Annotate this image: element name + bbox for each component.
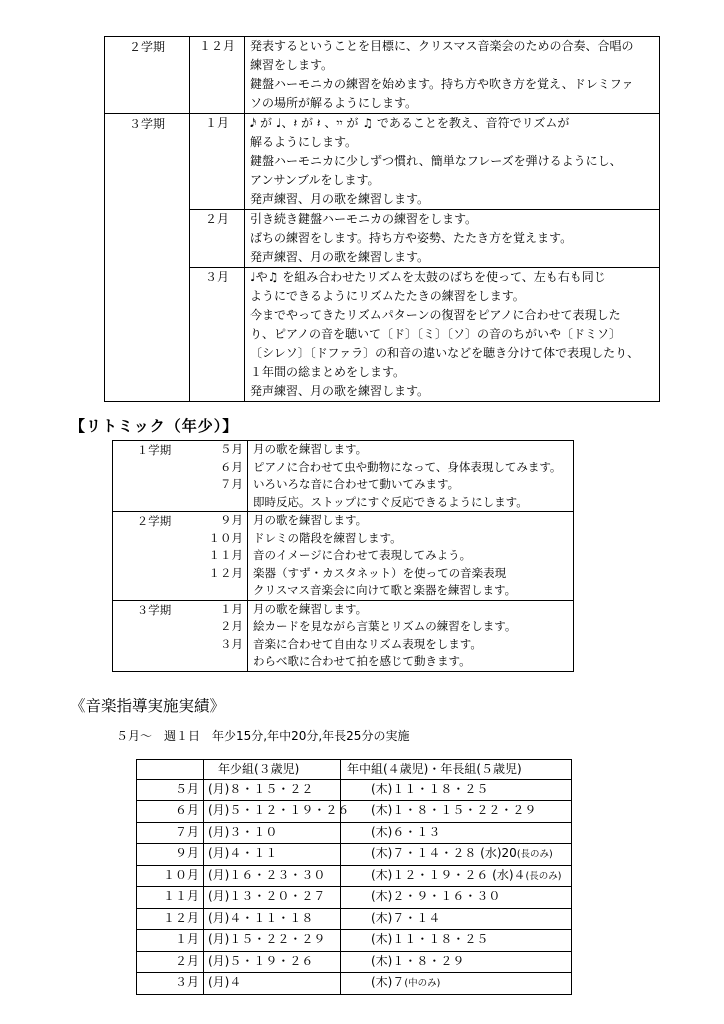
- plan-line: アンサンブルをします。: [250, 173, 380, 187]
- table-row: [137, 801, 572, 823]
- record-older: (木)１１・１８・２５: [371, 932, 489, 946]
- record-month: ２月: [137, 951, 204, 973]
- term-cell: [113, 441, 196, 512]
- table-row: [137, 865, 572, 887]
- rhythmic-content: [248, 512, 574, 601]
- rhythmic-line: 音楽に合わせて自由なリズム表現をします。: [253, 636, 482, 651]
- term-cell: [105, 37, 190, 114]
- plan-line: ♩や♫ を組み合わせたリズムを太鼓のばちを使って、左も右も同じ: [250, 270, 606, 284]
- table-row: [113, 441, 574, 512]
- rhythmic-heading: 【リトミック（年少）】: [70, 417, 239, 435]
- month-label: ６月: [220, 459, 243, 474]
- record-older-cell: [341, 973, 572, 995]
- month-label: ２月: [220, 619, 243, 633]
- rhythmic-line: 楽器（すず・カスタネット）を使っての音楽表現: [253, 565, 507, 580]
- table-row: [137, 887, 572, 909]
- rhythmic-line: 音のイメージに合わせて表現してみよう。: [253, 548, 472, 562]
- record-younger: (月)８・１５・２２: [204, 779, 341, 801]
- plan-line: １年間の総まとめをします。: [250, 365, 406, 379]
- record-month: ５月: [137, 779, 204, 801]
- month-label: １月: [204, 116, 229, 130]
- plan-line: 発声練習、月の歌を練習します。: [250, 384, 430, 398]
- record-month: ９月: [137, 844, 204, 866]
- record-older-cell: [341, 930, 572, 952]
- rhythmic-line: ドレミの階段を練習します。: [253, 530, 402, 545]
- record-note: ５月～ 週１日 年少15分,年中20分,年長25分の実施: [116, 729, 410, 743]
- record-older: (木)７・１４: [371, 910, 441, 925]
- table-header-row: [137, 760, 572, 780]
- term-cell: [105, 114, 190, 402]
- plan-line: 引き続き鍵盤ハーモニカの練習をします。: [250, 212, 478, 226]
- plan-line: 発声練習、月の歌を練習します。: [250, 192, 430, 206]
- term-label: ３学期: [136, 602, 172, 617]
- month-cell: [190, 268, 245, 402]
- month-label: ５月: [220, 442, 243, 456]
- rhythmic-content: [248, 441, 574, 512]
- record-older: (木)１１・１８・２５: [371, 781, 489, 796]
- record-older-cell: [341, 844, 572, 866]
- month-cell: [195, 441, 248, 512]
- rhythmic-line: 絵カードを見ながら言葉とリズムの練習をします。: [253, 619, 517, 633]
- record-month: ３月: [137, 973, 204, 995]
- month-cell: [190, 210, 245, 268]
- record-month: １月: [137, 930, 204, 952]
- term-cell: [113, 600, 196, 671]
- record-table: [136, 759, 572, 995]
- table-row: [105, 114, 660, 210]
- month-cell: [190, 37, 245, 114]
- rhythmic-line: 月の歌を練習します。: [253, 442, 368, 456]
- table-row: [137, 822, 572, 844]
- record-older-cell: [341, 822, 572, 844]
- record-older: (木)６・１３: [371, 824, 441, 839]
- rhythmic-content: [248, 600, 574, 671]
- plan-content: [245, 114, 660, 210]
- record-older-cell: [341, 779, 572, 801]
- month-cell: [190, 114, 245, 210]
- table-row: [137, 908, 572, 930]
- term-cell: [113, 512, 196, 601]
- plan-line: ばちの練習をします。持ち方や姿勢、たたき方を覚えます。: [250, 231, 573, 245]
- record-older-cell: [341, 951, 572, 973]
- table-row: [137, 951, 572, 973]
- record-older: (木)２・９・１６・３０: [371, 889, 501, 903]
- term-label: １学期: [136, 443, 172, 457]
- month-label: １０月: [208, 530, 243, 545]
- header-older: 年中組(４歳児)・年長組(５歳児): [341, 760, 572, 780]
- month-label: ７月: [220, 477, 243, 491]
- table-row: [137, 779, 572, 801]
- record-month: ６月: [137, 801, 204, 823]
- record-younger: (月)１６・２３・３０: [204, 865, 341, 887]
- rhythmic-table: [112, 440, 574, 672]
- month-label: [195, 653, 243, 671]
- record-younger: (月)３・１０: [204, 822, 341, 844]
- term-label: ２学期: [136, 514, 172, 528]
- record-older-cell: [341, 865, 572, 887]
- header-younger: 年少組(３歳児): [204, 760, 341, 780]
- record-older-cell: [341, 887, 572, 909]
- month-label: [195, 494, 243, 512]
- table-row: [137, 844, 572, 866]
- record-heading: 《音楽指導実施実績》: [70, 697, 226, 715]
- month-label: ３月: [220, 636, 243, 651]
- table-row: [113, 512, 574, 601]
- month-label: １２月: [198, 39, 235, 53]
- record-younger: (月)１３・２０・２７: [204, 887, 341, 909]
- rhythmic-line: 即時反応。ストップにすぐ反応できるようにします。: [253, 494, 528, 509]
- month-label: ２月: [204, 212, 229, 226]
- record-younger: (月)４: [204, 973, 341, 995]
- table-row: [137, 973, 572, 995]
- record-older-cell: [341, 801, 572, 823]
- record-younger: (月)５・１９・２６: [204, 951, 341, 973]
- table-row: [137, 930, 572, 952]
- term-label: ２学期: [128, 40, 165, 54]
- rhythmic-line: わらべ歌に合わせて拍を感じて動きます。: [253, 654, 471, 668]
- rhythmic-line: 月の歌を練習します。: [253, 513, 368, 527]
- plan-line: 鍵盤ハーモニカの練習を始めます。持ち方や吹き方を覚え、ドレミファ: [250, 77, 634, 91]
- record-month: １０月: [137, 865, 204, 887]
- record-older: (木)１２・１９・２６ (水)４: [371, 867, 526, 882]
- plan-line: ソの場所が解るようにします。: [250, 96, 418, 110]
- plan-line: ようにできるようにリズムたたきの練習をします。: [250, 289, 525, 303]
- month-label: １１月: [208, 548, 243, 562]
- term-label: ３学期: [128, 117, 165, 131]
- header-month: [137, 760, 204, 780]
- plan-line: 発声練習、月の歌を練習します。: [250, 250, 430, 264]
- record-month: １１月: [137, 887, 204, 909]
- month-label: １２月: [208, 565, 243, 580]
- record-older-note: (長のみ): [516, 849, 553, 860]
- rhythmic-line: クリスマス音楽会に向けて歌と楽器を練習します。: [253, 583, 517, 597]
- plan-line: 解るようにします。: [250, 135, 358, 149]
- record-month: ７月: [137, 822, 204, 844]
- month-cell: [195, 600, 248, 671]
- record-older: (木)７: [371, 975, 405, 989]
- plan-line: 〔シレソ〕〔ドファラ〕の和音の違いなどを聴き分けて体で表現したり、: [250, 346, 640, 360]
- plan-line: 鍵盤ハーモニカに少しずつ慣れ、簡単なフレーズを弾けるようにし、: [250, 154, 622, 168]
- table-row: [113, 600, 574, 671]
- record-younger: (月)５・１２・１９・２６: [204, 801, 341, 823]
- record-older: (木)７・１４・２８ (水)20: [371, 846, 517, 860]
- record-month: １２月: [137, 908, 204, 930]
- record-younger: (月)１５・２２・２９: [204, 930, 341, 952]
- month-label: ９月: [220, 513, 243, 527]
- music-plan-table: [104, 36, 660, 402]
- record-older: (木)１・８・１５・２２・２９: [371, 803, 537, 817]
- plan-line: り、ピアノの音を聴いて〔ド〕〔ミ〕〔ソ〕の音のちがいや〔ドミソ〕: [250, 327, 622, 341]
- table-row: [105, 37, 660, 114]
- month-cell: [195, 512, 248, 601]
- month-label: １月: [220, 601, 243, 616]
- month-label: ３月: [204, 270, 229, 284]
- record-older-note: (中のみ): [404, 978, 441, 989]
- month-label: [195, 582, 243, 600]
- record-younger: (月)４・１１・１８: [204, 908, 341, 930]
- record-older: (木)１・８・２９: [371, 953, 465, 968]
- record-younger: (月)４・１１: [204, 844, 341, 866]
- rhythmic-line: ピアノに合わせて虫や動物になって、身体表現してみます。: [253, 459, 562, 474]
- plan-content: [245, 268, 660, 402]
- plan-line: 今までやってきたリズムパターンの復習をピアノに合わせて表現した: [250, 308, 621, 322]
- plan-line: 練習をします。: [250, 58, 334, 72]
- record-older-note: (長のみ): [525, 870, 562, 882]
- plan-content: [245, 210, 660, 268]
- plan-line: 発表するということを目標に、クリスマス音楽会のための合奏、合唱の: [250, 39, 634, 53]
- rhythmic-line: 月の歌を練習します。: [253, 601, 368, 616]
- rhythmic-line: いろいろな音に合わせて動いてみます。: [253, 477, 460, 491]
- record-older-cell: [341, 908, 572, 930]
- plan-content: [245, 37, 660, 114]
- plan-line: 𝅘𝅥𝅯 が ♩、𝄽 が 𝄽 、𝄾𝄾 が ♫ であることを教え、音符でリズムが: [250, 116, 570, 130]
